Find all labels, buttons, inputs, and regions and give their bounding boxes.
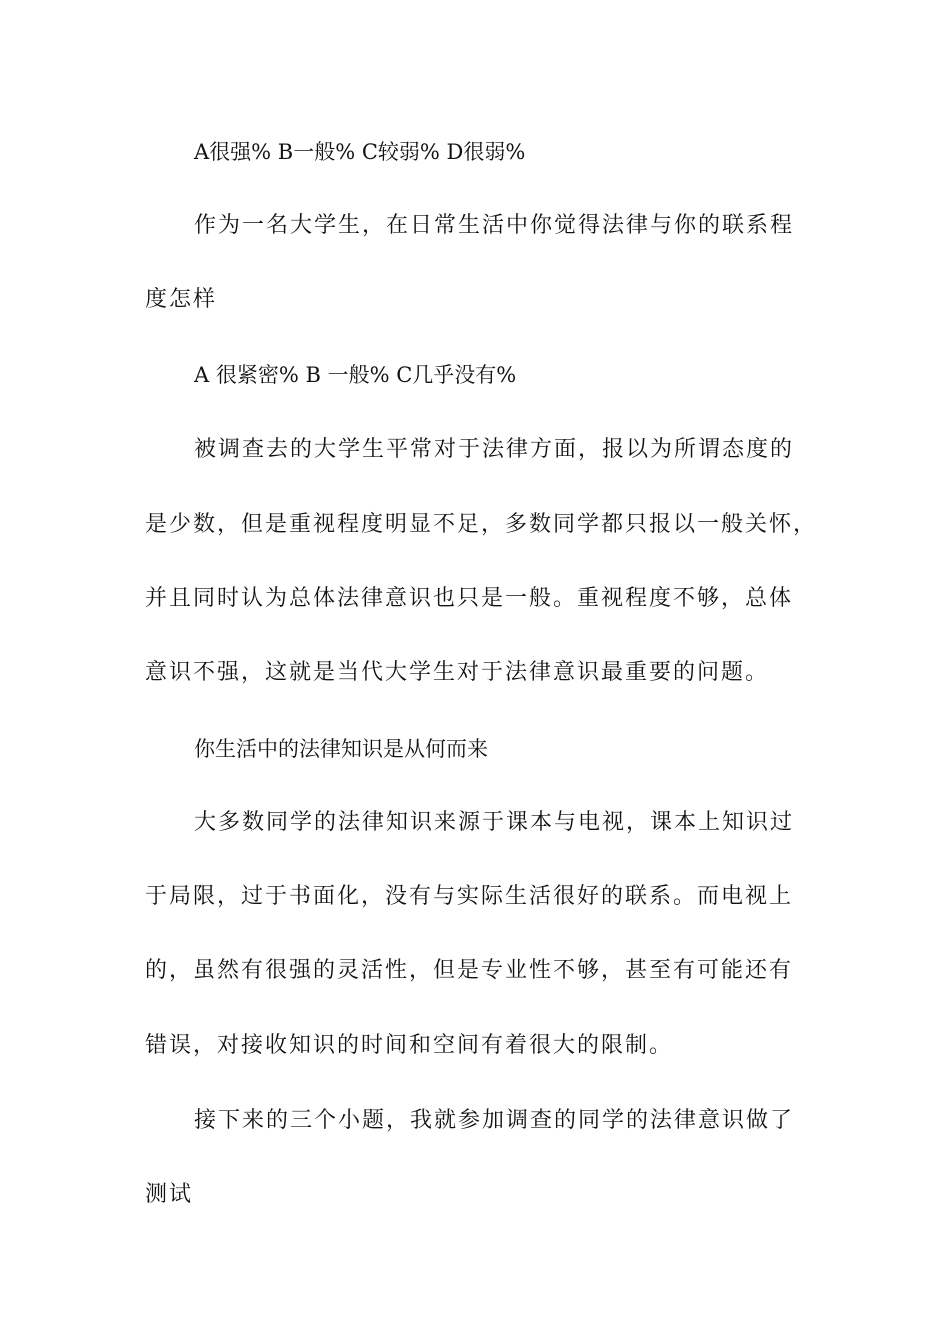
survey-options-line-2: A 很紧密% B 一般% C几乎没有% [194, 363, 517, 387]
paragraph-line: 意识不强，这就是当代大学生对于法律意识最重要的问题。 [145, 660, 770, 685]
paragraph-line: 于局限，过于书面化，没有与实际生活很好的联系。而电视上 [145, 884, 794, 909]
paragraph-line: 度怎样 [145, 287, 218, 312]
survey-options-line-1: A很强% B一般% C较弱% D很弱% [194, 140, 526, 164]
paragraph-line: 错误，对接收知识的时间和空间有着很大的限制。 [145, 1033, 674, 1058]
paragraph-line: 作为一名大学生，在日常生活中你觉得法律与你的联系程 [194, 213, 795, 238]
paragraph-line: 测试 [145, 1182, 194, 1207]
question-line: 你生活中的法律知识是从何而来 [194, 737, 488, 761]
paragraph-line: 并且同时认为总体法律意识也只是一般。重视程度不够，总体 [145, 586, 794, 611]
paragraph-line: 大多数同学的法律知识来源于课本与电视，课本上知识过 [194, 810, 795, 835]
paragraph-line: 接下来的三个小题，我就参加调查的同学的法律意识做了 [194, 1108, 795, 1133]
paragraph-line: 的，虽然有很强的灵活性，但是专业性不够，甚至有可能还有 [145, 958, 794, 983]
paragraph-line: 是少数，但是重视程度明显不足，多数同学都只报以一般关怀， [145, 512, 818, 537]
paragraph-line: 被调查去的大学生平常对于法律方面，报以为所谓态度的 [194, 437, 795, 462]
